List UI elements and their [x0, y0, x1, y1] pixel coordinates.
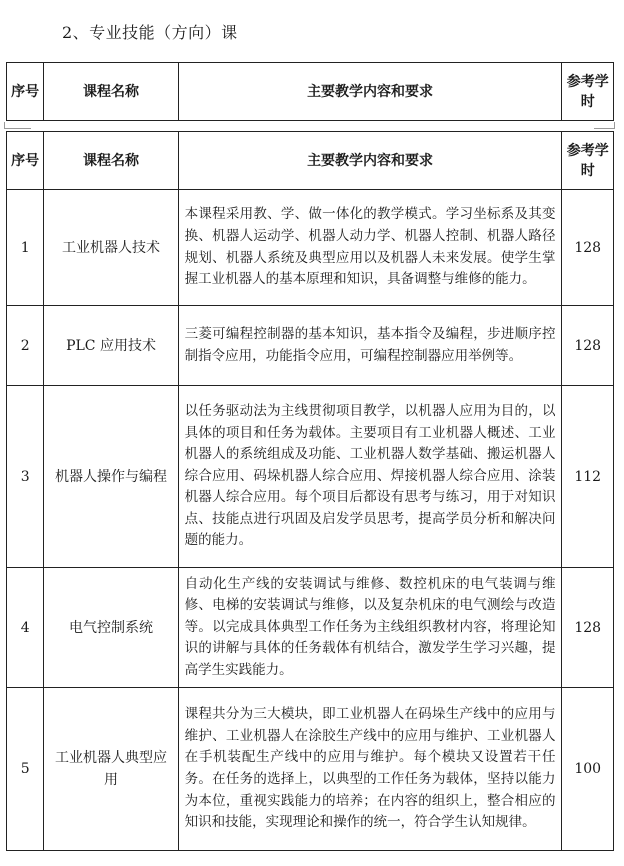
header-content: 主要教学内容和要求 [178, 63, 562, 121]
header-row [7, 132, 614, 190]
course-hours: 112 [562, 386, 614, 568]
course-table [6, 131, 614, 851]
header-hours: 参考学时 [562, 63, 614, 121]
page-break-mark [594, 122, 615, 129]
course-hours: 100 [562, 688, 614, 851]
course-name: 工业机器人技术 [44, 190, 178, 306]
page-break-mark [4, 122, 31, 129]
course-content: 自动化生产线的安装调试与维修、数控机床的电气装调与维修、电梯的安装调试与维修，以及复杂机床的电气测绘与改造等。以完成具体典型工作任务为主线组织教材内容，将理论知识的讲解与具体的任务载体有机结合，激发学生学习兴趣，提高学生实践能力。 [178, 568, 562, 688]
repeated-header-table [6, 62, 614, 121]
course-hours: 128 [562, 190, 614, 306]
table-row [7, 688, 614, 851]
header-hours: 参考学时 [562, 132, 614, 190]
header-num: 序号 [7, 63, 44, 121]
course-content: 本课程采用教、学、做一体化的教学模式。学习坐标系及其变换、机器人运动学、机器人动力学、机器人控制、机器人路径规划、机器人系统及典型应用以及机器人未来发展。使学生掌握工业机器人的基本原理和知识，具备调整与维修的能力。 [178, 190, 562, 306]
header-name: 课程名称 [44, 63, 178, 121]
header-row [7, 63, 614, 121]
table-row [7, 386, 614, 568]
row-num: 5 [7, 688, 44, 851]
course-name: 机器人操作与编程 [44, 386, 178, 568]
header-name: 课程名称 [44, 132, 178, 190]
course-hours: 128 [562, 568, 614, 688]
course-name: 工业机器人典型应用 [44, 688, 178, 851]
course-content: 以任务驱动法为主线贯彻项目教学，以机器人应用为目的，以具体的项目和任务为载体。主要项目有工业机器人概述、工业机器人的系统组成及功能、工业机器人数学基础、搬运机器人综合应用、码垛机器人综合应用、焊接机器人综合应用、涂装机器人综合应用。每个项目后都设有思考与练习，用于对知识点、技能点进行巩固及启发学员思考，提高学员分析和解决问题的能力。 [178, 386, 562, 568]
table-row [7, 568, 614, 688]
row-num: 2 [7, 306, 44, 386]
table-row [7, 306, 614, 386]
header-num: 序号 [7, 132, 44, 190]
header-content: 主要教学内容和要求 [178, 132, 562, 190]
row-num: 3 [7, 386, 44, 568]
course-hours: 128 [562, 306, 614, 386]
section-title: 2、专业技能（方向）课 [62, 23, 238, 42]
course-content: 三菱可编程控制器的基本知识，基本指令及编程，步进顺序控制指令应用，功能指令应用，可编程控制器应用举例等。 [178, 306, 562, 386]
row-num: 4 [7, 568, 44, 688]
course-content: 课程共分为三大模块，即工业机器人在码垛生产线中的应用与维护、工业机器人在涂胶生产线中的应用与维护、工业机器人在手机装配生产线中的应用与维护。每个模块又设置若干任务。在任务的选择上，以典型的工作任务为载体，坚持以能力为本位，重视实践能力的培养；在内容的组织上，整合相应的知识和技能，实现理论和操作的统一，符合学生认知规律。 [178, 688, 562, 851]
course-name: 电气控制系统 [44, 568, 178, 688]
table-row [7, 190, 614, 306]
course-name: PLC 应用技术 [44, 306, 178, 386]
row-num: 1 [7, 190, 44, 306]
